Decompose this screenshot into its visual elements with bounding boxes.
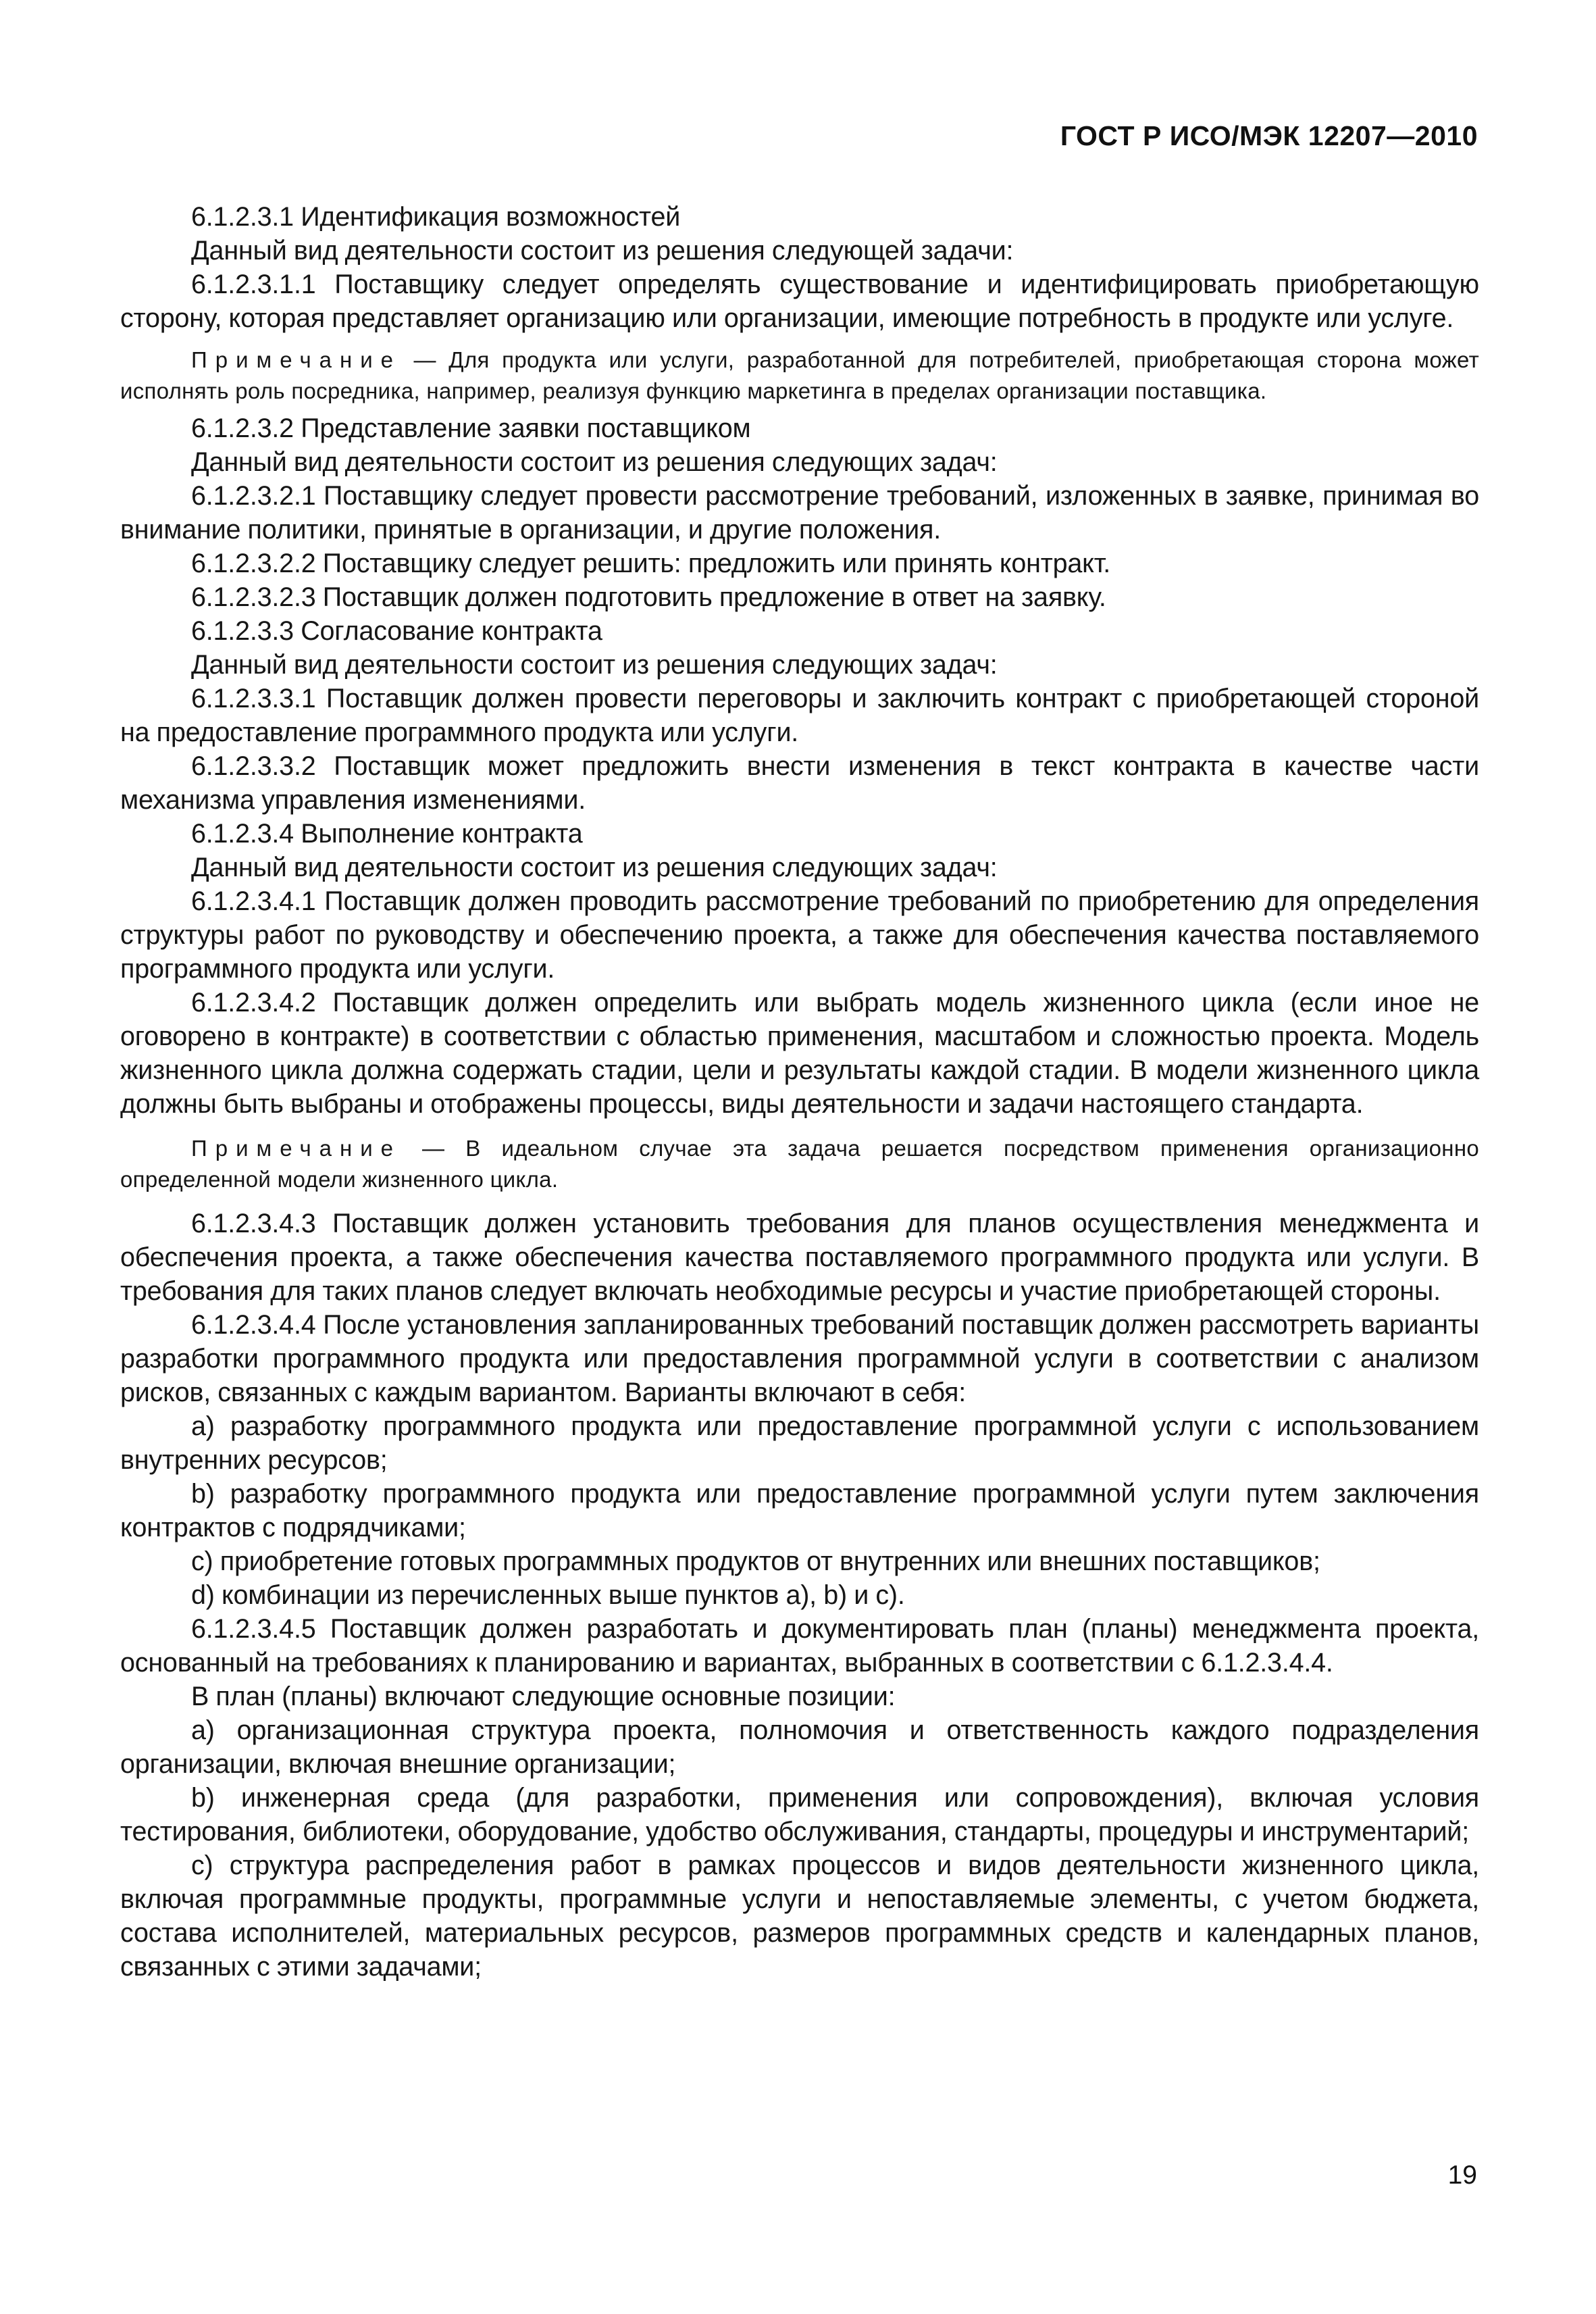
note-label: Примечание (191, 347, 402, 372)
section-heading: 6.1.2.3.3 Согласование контракта (191, 616, 602, 646)
paragraph: Данный вид деятельности состоит из решения следующей задачи: (191, 236, 1014, 266)
list-item: c) структура распределения работ в рамках процессов и видов деятельности жизненного цикла, включая программные продукты, программные услуги и непоставляемые элементы, с учетом бюджета, состава исполнителей, материальных ресурсов, размеров программных средств и календарных планов, связанных с этими задачами; (120, 1851, 1479, 1982)
paragraph: 6.1.2.3.2.3 Поставщик должен подготовить предложение в ответ на заявку. (191, 582, 1106, 612)
page-number: 19 (1447, 2161, 1477, 2190)
section-heading: 6.1.2.3.4 Выполнение контракта (191, 819, 583, 849)
paragraph: 6.1.2.3.2.1 Поставщику следует провести рассмотрение требований, изложенных в заявке, принимая во внимание политики, принятые в организации, и другие положения. (120, 481, 1479, 545)
paragraph: 6.1.2.3.4.2 Поставщик должен определить или выбрать модель жизненного цикла (если иное не оговорено в контракте) в соответствии с областью применения, масштабом и сложностью проекта. Модель жизненного цикла должна содержать стадии, цели и результаты каждой стадии. В модели жизненного цикла должны быть выбраны и отображены процессы, виды деятельности и задачи настоящего стандарта. (120, 988, 1479, 1119)
note-text: — Для продукта или услуги, разработанной для потребителей, приобретающая сторона может исполнять роль посредника, например, реализуя функцию маркетинга в пределах организации поставщика. (120, 347, 1479, 403)
list-item: c) приобретение готовых программных продуктов от внутренних или внешних поставщиков; (191, 1546, 1320, 1576)
paragraph: 6.1.2.3.2.2 Поставщику следует решить: предложить или принять контракт. (191, 549, 1110, 578)
note-text: — В идеальном случае эта задача решается посредством применения организационно определенной модели жизненного цикла. (120, 1136, 1479, 1192)
paragraph: 6.1.2.3.4.4 После установления запланированных требований поставщик должен рассмотреть варианты разработки программного продукта или предоставления программной услуги в соответствии с анализом рисков, связанных с каждым вариантом. Варианты включают в себя: (120, 1310, 1479, 1407)
list-item: d) комбинации из перечисленных выше пунктов a), b) и c). (191, 1580, 905, 1610)
paragraph: 6.1.2.3.3.1 Поставщик должен провести переговоры и заключить контракт с приобретающей стороной на предоставление программного продукта или услуги. (120, 684, 1479, 747)
section-heading: 6.1.2.3.2 Представление заявки поставщиком (191, 413, 751, 443)
paragraph: В план (планы) включают следующие основные позиции: (191, 1682, 896, 1711)
list-item: b) инженерная среда (для разработки, применения или сопровождения), включая условия тестирования, библиотеки, оборудование, удобство обслуживания, стандарты, процедуры и инструментарий; (120, 1783, 1479, 1846)
paragraph: 6.1.2.3.4.3 Поставщик должен установить требования для планов осуществления менеджмента и обеспечения проекта, а также обеспечения качества поставляемого программного продукта или услуги. В требования для таких планов следует включать необходимые ресурсы и участие приобретающей стороны. (120, 1209, 1479, 1306)
list-item: a) организационная структура проекта, полномочия и ответственность каждого подразделения организации, включая внешние организации; (120, 1715, 1479, 1779)
standard-header: ГОСТ Р ИСО/МЭК 12207—2010 (1060, 120, 1478, 151)
paragraph: 6.1.2.3.4.1 Поставщик должен проводить рассмотрение требований по приобретению для определения структуры работ по руководству и обеспечению проекта, а также для обеспечения качества поставляемого программного продукта или услуги. (120, 886, 1479, 984)
paragraph: Данный вид деятельности состоит из решения следующих задач: (191, 447, 998, 477)
list-item: a) разработку программного продукта или предоставление программной услуги с использованием внутренних ресурсов; (120, 1411, 1479, 1475)
note (120, 1133, 1479, 1194)
document-body (120, 200, 1479, 1984)
paragraph: Данный вид деятельности состоит из решения следующих задач: (191, 650, 998, 680)
paragraph: 6.1.2.3.4.5 Поставщик должен разработать и документировать план (планы) менеджмента проекта, основанный на требованиях к планированию и вариантах, выбранных в соответствии с 6.1.2.3.4.4. (120, 1614, 1479, 1678)
section-heading: 6.1.2.3.1 Идентификация возможностей (191, 202, 681, 232)
note-label: Примечание (191, 1136, 402, 1161)
note (120, 345, 1479, 406)
list-item: b) разработку программного продукта или предоставление программной услуги путем заключения контрактов с подрядчиками; (120, 1479, 1479, 1542)
paragraph: 6.1.2.3.1.1 Поставщику следует определять существование и идентифицировать приобретающую сторону, которая представляет организацию или организации, имеющие потребность в продукте или услуге. (120, 270, 1479, 333)
paragraph: Данный вид деятельности состоит из решения следующих задач: (191, 853, 998, 882)
paragraph: 6.1.2.3.3.2 Поставщик может предложить внести изменения в текст контракта в качестве части механизма управления изменениями. (120, 751, 1479, 815)
